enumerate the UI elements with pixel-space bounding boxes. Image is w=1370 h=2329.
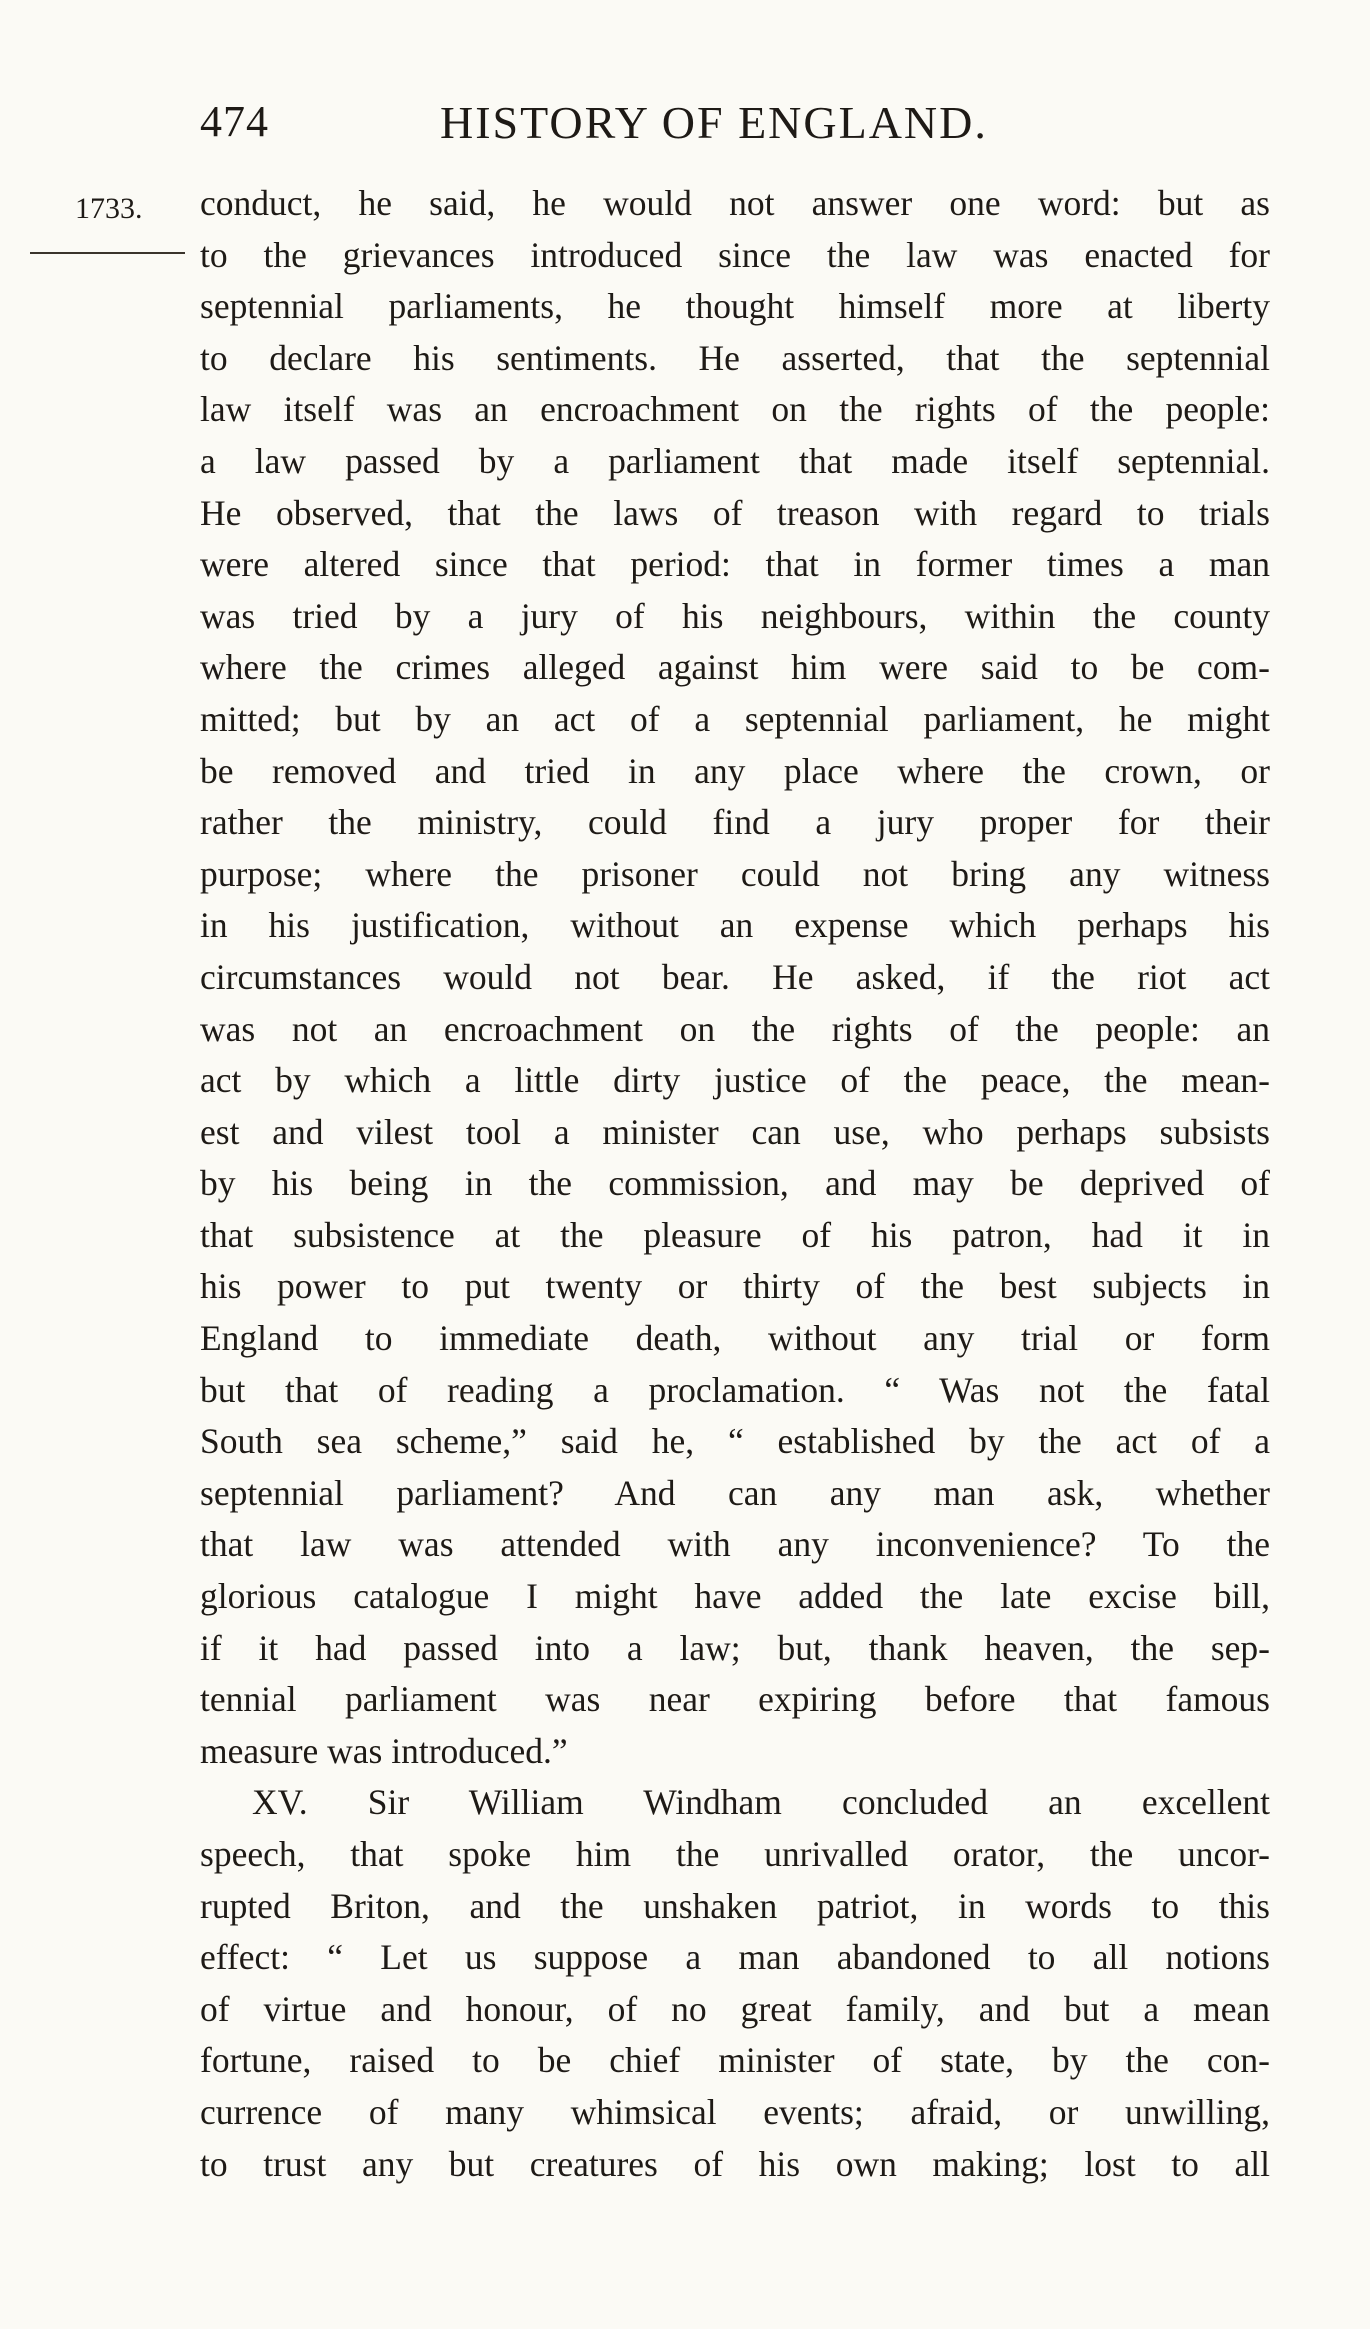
text-line: law itself was an encroachment on the rights of the people: [200, 389, 1270, 430]
text-line: was not an encroachment on the rights of the people: an [200, 1008, 1270, 1049]
text-line: but that of reading a proclamation. “ Was not the fatal [200, 1369, 1270, 1410]
text-line: fortune, raised to be chief minister of state, by the con- [200, 2040, 1270, 2081]
text-line: be removed and tried in any place where the crown, or [200, 750, 1270, 791]
text-line: of virtue and honour, of no great family, and but a mean [200, 1988, 1270, 2029]
text-line: in his justification, without an expense which perhaps his [200, 905, 1270, 946]
text-line: South sea scheme,” said he, “ established by the act of a [200, 1421, 1270, 1462]
text-line: England to immediate death, without any trial or form [200, 1318, 1270, 1359]
text-line: to declare his sentiments. He asserted, that the septennial [200, 337, 1270, 378]
text-line: purpose; where the prisoner could not bring any witness [200, 853, 1270, 894]
text-line: was tried by a jury of his neighbours, within the county [200, 595, 1270, 636]
text-line: to trust any but creatures of his own making; lost to all [200, 2143, 1270, 2184]
text-line: by his being in the commission, and may be deprived of [200, 1163, 1270, 1204]
text-line: act by which a little dirty justice of the peace, the mean- [200, 1060, 1270, 1101]
text-line: his power to put twenty or thirty of the best subjects in [200, 1266, 1270, 1307]
text-line: septennial parliaments, he thought himself more at liberty [200, 286, 1270, 327]
running-head [200, 96, 1270, 156]
text-line: currence of many whimsical events; afraid, or unwilling, [200, 2091, 1270, 2132]
text-line: that subsistence at the pleasure of his patron, had it in [200, 1214, 1270, 1255]
text-line: that law was attended with any inconvenience? To the [200, 1524, 1270, 1565]
text-line: He observed, that the laws of treason with regard to trials [200, 492, 1270, 533]
text-line: were altered since that period: that in former times a man [200, 544, 1270, 585]
text-line: septennial parliament? And can any man ask, whether [200, 1472, 1270, 1513]
text-line: speech, that spoke him the unrivalled orator, the uncor- [200, 1834, 1270, 1874]
margin-year-note: 1733. [75, 192, 143, 225]
text-line: conduct, he said, he would not answer one word: but as [200, 183, 1270, 223]
text-line: rather the ministry, could find a jury proper for their [200, 802, 1270, 843]
text-line: where the crimes alleged against him were said to be com- [200, 647, 1270, 688]
text-line: mitted; but by an act of a septennial parliament, he might [200, 698, 1270, 739]
text-line: to the grievances introduced since the law was enacted for [200, 234, 1270, 275]
section-start-line: XV. Sir William Windham concluded an excellent [252, 1782, 1270, 1823]
text-line: rupted Briton, and the unshaken patriot, in words to this [200, 1885, 1270, 1926]
paragraph-end-line: measure was introduced.” [200, 1730, 568, 1771]
running-title: HISTORY OF ENGLAND. [440, 97, 988, 148]
body-text [200, 178, 1270, 2190]
text-line: a law passed by a parliament that made itself septennial. [200, 440, 1270, 481]
margin-rule [30, 252, 185, 254]
text-line: circumstances would not bear. He asked, if the riot act [200, 956, 1270, 997]
text-line: glorious catalogue I might have added the late excise bill, [200, 1576, 1270, 1617]
text-line: effect: “ Let us suppose a man abandoned to all notions [200, 1937, 1270, 1978]
page-number: 474 [200, 97, 269, 146]
text-line: est and vilest tool a minister can use, who perhaps subsists [200, 1111, 1270, 1152]
text-line: tennial parliament was near expiring before that famous [200, 1679, 1270, 1720]
text-line: if it had passed into a law; but, thank heaven, the sep- [200, 1627, 1270, 1668]
